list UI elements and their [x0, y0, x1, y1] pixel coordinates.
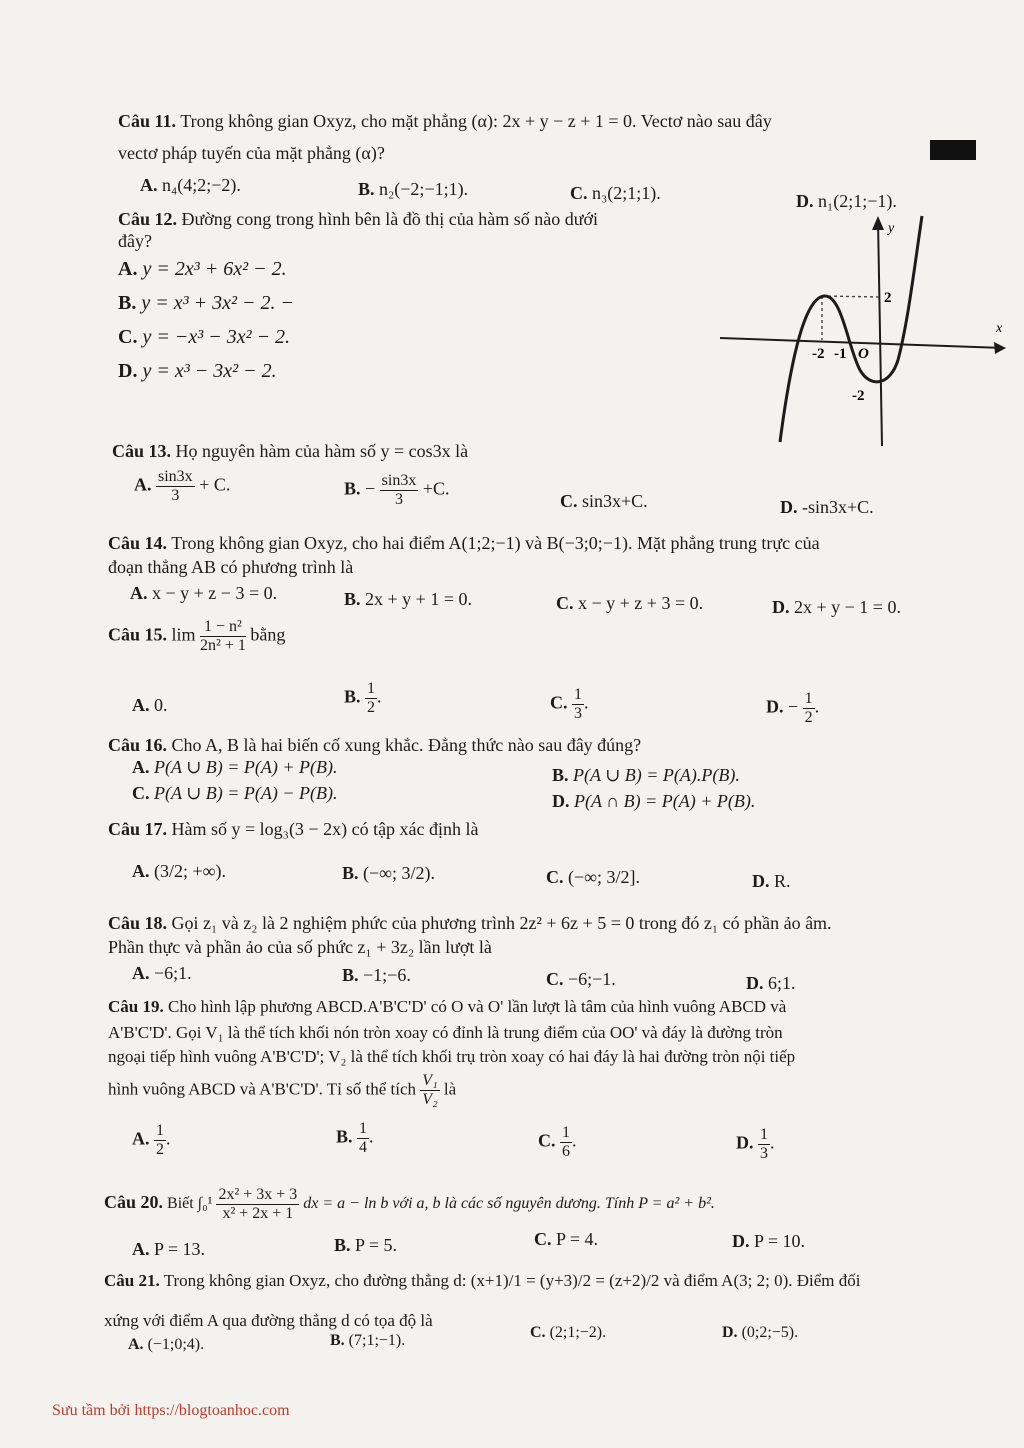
q20-stem: Câu 20. Biết ∫₀¹ $\frac{\text{2x² + 3x + 3}}{\text{x² + 2x + 1}}$ dx = a − ln b với a, b là các số nguyên dương. Tính P = a² + b². — [104, 1186, 715, 1222]
q17-option-d[interactable]: D. R. — [752, 871, 791, 891]
q13-option-a[interactable]: A. $\frac{\sin 3x}{3}$ + C. — [134, 468, 231, 504]
q13-option-b[interactable]: B. − $\frac{\sin 3x}{3}$ +C. — [344, 472, 450, 508]
q15-option-a[interactable]: A. 0. — [132, 695, 168, 715]
q16-option-c[interactable]: C. P(A ∪ B) = P(A) − P(B). — [132, 783, 338, 803]
q11-option-d[interactable]: D. n₁(2;1;−1). — [796, 191, 897, 211]
q21-option-c[interactable]: C. (2;1;−2). — [530, 1324, 607, 1341]
q17-option-b[interactable]: B. (−∞; 3/2). — [342, 863, 435, 883]
q14-option-b[interactable]: B. 2x + y + 1 = 0. — [344, 589, 472, 609]
q16-option-d[interactable]: D. P(A ∩ B) = P(A) + P(B). — [552, 791, 756, 811]
y-label: y — [888, 221, 895, 236]
q14-stem-line1 — [108, 532, 820, 554]
q15-option-d[interactable]: D. − $\frac{1}{2}$ . — [766, 690, 820, 726]
q17-option-a[interactable]: A. (3/2; +∞). — [132, 861, 226, 881]
q13-text: Họ nguyên hàm của hàm số y = cos3x là — [175, 441, 469, 461]
q19-stem-line1 — [108, 996, 786, 1018]
q14-option-a[interactable]: A. x − y + z − 3 = 0. — [130, 583, 278, 603]
q18-option-a[interactable]: A. −6;1. — [132, 963, 192, 983]
q18-option-b[interactable]: B. −1;−6. — [342, 965, 411, 985]
q11-option-b[interactable]: B. n₂(−2;−1;1). — [358, 179, 469, 199]
q14-option-d[interactable]: D. 2x + y − 1 = 0. — [772, 597, 901, 617]
source-footer: Sưu tầm bởi https://blogtoanhoc.com — [52, 1402, 290, 1419]
q11-text1: Trong không gian Oxyz, cho mặt phẳng (α): 2x + y − z + 1 = 0. Vectơ nào sau đây — [180, 111, 772, 131]
q16-label: Câu 16. — [108, 735, 168, 755]
cubic-curve — [780, 216, 922, 442]
q20-option-a[interactable]: A. P = 13. — [132, 1239, 205, 1259]
q16-option-a[interactable]: A. P(A ∪ B) = P(A) + P(B). — [132, 757, 338, 777]
q18-text2: Phần thực và phần ảo của số phức z₁ + 3z₂ lần lượt là — [108, 937, 492, 957]
q14-option-c[interactable]: C. x − y + z + 3 = 0. — [556, 593, 704, 613]
x-label: x — [996, 321, 1003, 336]
q21-option-d[interactable]: D. (0;2;−5). — [722, 1324, 799, 1341]
q16-text: Cho A, B là hai biến cố xung khắc. Đẳng thức nào sau đây đúng? — [171, 735, 642, 755]
tick-x-minus-2: -2 — [812, 346, 825, 362]
q17-option-c[interactable]: C. (−∞; 3/2]. — [546, 867, 640, 887]
q21-option-a[interactable]: A. (−1;0;4). — [128, 1336, 205, 1353]
q12-option-b[interactable]: B. y = x³ + 3x² − 2. − — [118, 292, 294, 314]
q15-label: Câu 15. — [108, 624, 168, 645]
tick-y-2: 2 — [884, 290, 892, 306]
q18-text1: Gọi z₁ và z₂ là 2 nghiệm phức của phương trình 2z² + 6z + 5 = 0 trong đó z₁ có phần ảo âm. — [171, 913, 832, 933]
q17-stem — [108, 818, 479, 840]
q13-label: Câu 13. — [112, 441, 172, 461]
q18-label: Câu 18. — [108, 913, 168, 933]
q20-option-d[interactable]: D. P = 10. — [732, 1231, 805, 1251]
q19-option-c[interactable]: C. $\frac{1}{6}$ . — [538, 1124, 577, 1160]
q18-option-c[interactable]: C. −6;−1. — [546, 969, 616, 989]
q20-option-b[interactable]: B. P = 5. — [334, 1235, 398, 1255]
tick-y-minus-2: -2 — [852, 388, 865, 404]
q19-option-b[interactable]: B. $\frac{1}{4}$ . — [336, 1120, 374, 1156]
q20-option-c[interactable]: C. P = 4. — [534, 1229, 598, 1249]
q11-option-c[interactable]: C. n₃(2;1;1). — [570, 183, 661, 203]
q19-option-d[interactable]: D. $\frac{1}{3}$ . — [736, 1126, 775, 1162]
q11-label: Câu 11. — [118, 111, 177, 131]
q19-stem-line4: hình vuông ABCD và A'B'C'D'. Tỉ số thể tích $\frac{\text{V₁}}{\text{V₂}}$ là — [108, 1072, 457, 1108]
q14-text2: đoạn thẳng AB có phương trình là — [108, 557, 354, 577]
q19-option-a[interactable]: A. $\frac{1}{2}$ . — [132, 1122, 171, 1158]
q19-text3: ngoại tiếp hình vuông A'B'C'D'; V₂ là thể tích khối trụ tròn xoay có hai đáy là hai đường tròn nội tiếp — [108, 1047, 796, 1066]
q21-label: Câu 21. — [104, 1271, 160, 1290]
x-axis-arrow — [994, 342, 1006, 354]
q14-label: Câu 14. — [108, 533, 168, 553]
q12-option-a[interactable]: A. y = 2x³ + 6x² − 2. — [118, 258, 287, 280]
q11-stem-line1 — [118, 110, 772, 132]
q12-text1: Đường cong trong hình bên là đồ thị của hàm số nào dưới — [181, 209, 598, 229]
q16-option-b[interactable]: B. P(A ∪ B) = P(A).P(B). — [552, 765, 740, 785]
q11-text2: vectơ pháp tuyến của mặt phẳng (α)? — [118, 143, 385, 163]
q13-option-d[interactable]: D. -sin3x+C. — [780, 497, 874, 517]
q21-option-b[interactable]: B. (7;1;−1). — [330, 1332, 406, 1349]
q17-label: Câu 17. — [108, 819, 168, 839]
q15-option-c[interactable]: C. $\frac{1}{3}$ . — [550, 686, 589, 722]
q15-option-b[interactable]: B. $\frac{1}{2}$ . — [344, 680, 382, 716]
q21-stem-line1 — [104, 1270, 860, 1292]
q12-stem-line1 — [118, 208, 598, 230]
q12-label: Câu 12. — [118, 209, 178, 229]
q12-option-d[interactable]: D. y = x³ − 3x² − 2. — [118, 360, 277, 382]
q14-text1: Trong không gian Oxyz, cho hai điểm A(1;2;−1) và B(−3;0;−1). Mặt phẳng trung trực của — [171, 533, 820, 553]
cubic-graph — [720, 210, 1016, 448]
q18-stem-line1 — [108, 912, 832, 934]
redaction-mark — [930, 140, 976, 160]
q20-label: Câu 20. — [104, 1192, 164, 1213]
q11-option-a[interactable]: A. n₄(4;2;−2). — [140, 175, 241, 195]
q21-text1: Trong không gian Oxyz, cho đường thẳng d: (x+1)/1 = (y+3)/2 = (z+2)/2 và điểm A(3; 2; 0). Điểm đối — [163, 1271, 861, 1290]
q19-text2: A'B'C'D'. Gọi V₁ là thể tích khối nón tròn xoay có đỉnh là trung điểm của OO' và đáy là đường tròn — [108, 1023, 783, 1042]
q17-text: Hàm số y = log₃(3 − 2x) có tập xác định là — [171, 819, 479, 839]
q13-option-c[interactable]: C. sin3x+C. — [560, 491, 648, 511]
q12-option-c[interactable]: C. y = −x³ − 3x² − 2. — [118, 326, 291, 348]
q18-option-d[interactable]: D. 6;1. — [746, 973, 796, 993]
q19-text1: Cho hình lập phương ABCD.A'B'C'D' có O và O' lần lượt là tâm của hình vuông ABCD và — [167, 997, 787, 1016]
q12-text2: đây? — [118, 231, 152, 251]
q19-label: Câu 19. — [108, 997, 164, 1016]
y-axis — [878, 220, 882, 446]
y-axis-arrow — [872, 216, 884, 230]
q21-text2: xứng với điểm A qua đường thẳng d có tọa độ là — [104, 1311, 433, 1330]
q16-stem — [108, 734, 641, 756]
q15-stem: Câu 15. lim $\frac{\text{1 − n²}}{\text{2n² + 1}}$ bằng — [108, 618, 286, 654]
origin-label: O — [858, 346, 869, 362]
tick-x-minus-1: -1 — [834, 346, 847, 362]
q13-stem — [112, 440, 468, 462]
